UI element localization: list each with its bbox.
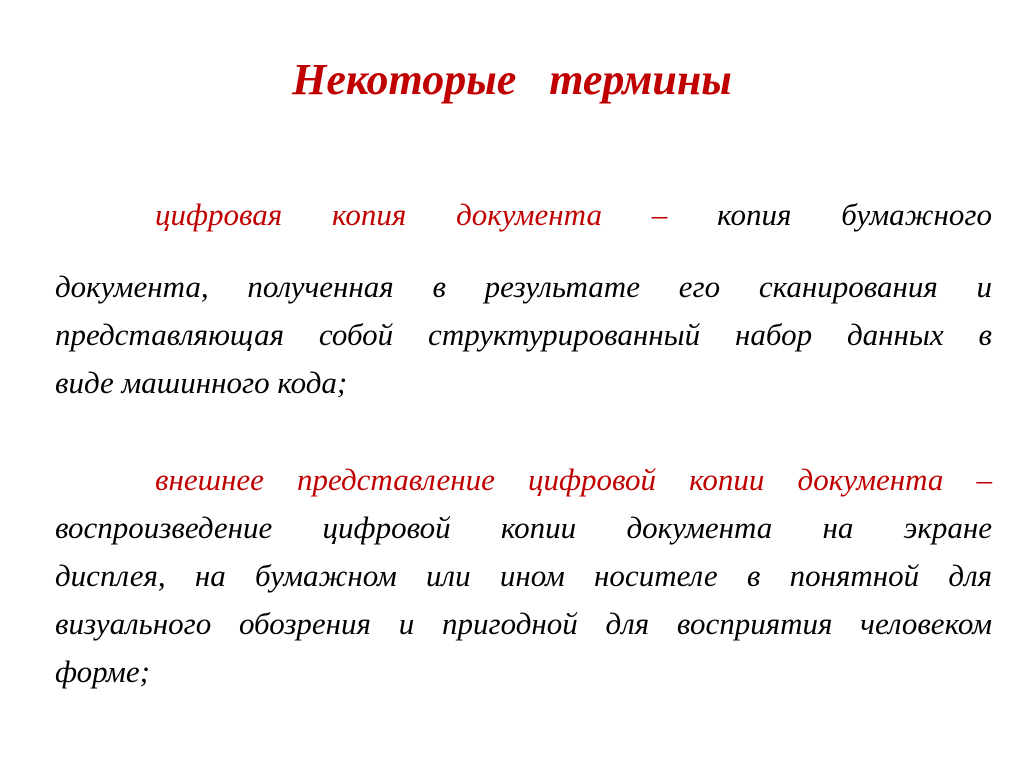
- definition-digital-copy: [55, 191, 992, 407]
- definition-line: [55, 191, 992, 239]
- definition-line: представляющая собой структурированный набор данных в: [55, 317, 992, 352]
- definition-line: виде машинного кода;: [55, 365, 348, 400]
- definition-line: дисплея, на бумажном или ином носителе в понятной для: [55, 558, 992, 593]
- definition-term: цифровая копия документа –: [155, 197, 668, 232]
- definition-text: копия бумажного: [717, 197, 992, 232]
- definition-line: воспроизведение цифровой копии документа на экране: [55, 510, 992, 545]
- definition-line: документа, полученная в результате его сканирования и: [55, 269, 992, 304]
- slide-title: Некоторые термины: [292, 55, 732, 104]
- definition-line: [55, 456, 992, 504]
- definition-line: визуального обозрения и пригодной для восприятия человеком: [55, 606, 992, 641]
- slide-body: [55, 191, 992, 696]
- definition-line: форме;: [55, 654, 150, 689]
- definition-external-representation: [55, 456, 992, 696]
- definition-term: внешнее представление цифровой копии документа –: [155, 462, 992, 497]
